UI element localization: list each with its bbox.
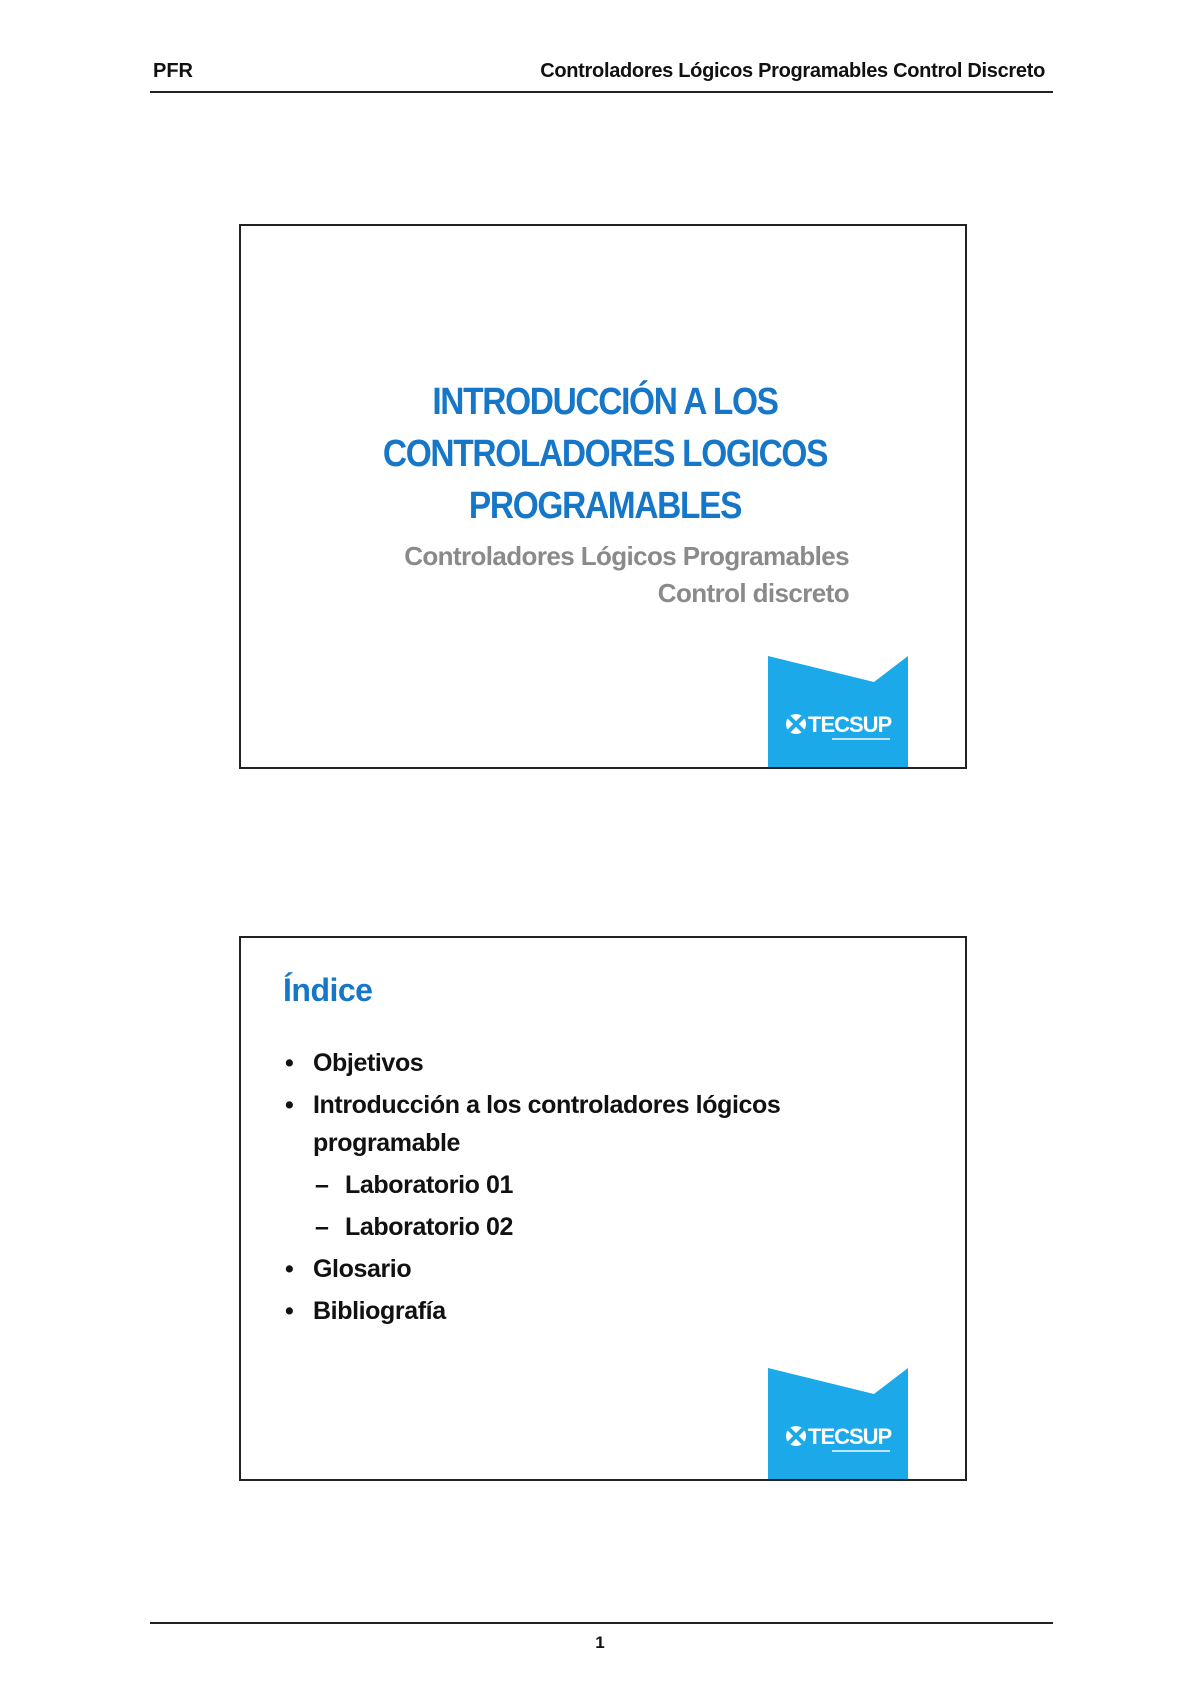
dash-icon: – xyxy=(315,1171,329,1199)
page-number: 1 xyxy=(595,1633,605,1652)
list-item-text: Bibliografía xyxy=(313,1297,446,1325)
list-item xyxy=(283,1292,903,1330)
bullet-icon: • xyxy=(285,1049,294,1077)
list-item-text: Glosario xyxy=(313,1255,412,1283)
title-line: CONTROLADORES LOGICOS xyxy=(382,433,828,475)
dash-icon: – xyxy=(315,1213,329,1241)
header-left-label: PFR xyxy=(153,60,193,82)
header-document-title: Controladores Lógicos Programables Control Discreto xyxy=(540,60,1045,82)
title-line: INTRODUCCIÓN A LOS xyxy=(432,381,778,423)
slide-title-heading xyxy=(285,376,926,532)
bullet-icon: • xyxy=(285,1091,294,1119)
subtitle-line: Control discreto xyxy=(657,578,849,608)
list-item xyxy=(283,1250,903,1288)
bullet-icon: • xyxy=(285,1297,294,1325)
slide-title-subtitle xyxy=(404,538,849,612)
title-line: PROGRAMABLES xyxy=(468,485,742,527)
footer-rule xyxy=(150,1622,1053,1624)
list-item-text: Objetivos xyxy=(313,1049,424,1077)
header-rule xyxy=(150,91,1053,93)
tecsup-logo xyxy=(768,656,908,769)
tecsup-logo xyxy=(768,1368,908,1481)
list-subitem xyxy=(283,1166,903,1204)
index-list xyxy=(283,1044,903,1334)
list-item-text: Introducción a los controladores lógicos programable xyxy=(313,1091,781,1157)
list-item xyxy=(283,1044,903,1082)
list-item xyxy=(283,1086,903,1162)
subtitle-line: Controladores Lógicos Programables xyxy=(404,541,849,571)
slide-title xyxy=(239,224,967,769)
bullet-icon: • xyxy=(285,1255,294,1283)
logo-wordmark: TECSUP xyxy=(808,712,892,737)
logo-wordmark: TECSUP xyxy=(808,1424,892,1449)
list-item-text: Laboratorio 01 xyxy=(345,1171,514,1199)
list-item-text: Laboratorio 02 xyxy=(345,1213,514,1241)
index-heading: Índice xyxy=(283,972,373,1008)
slide-index xyxy=(239,936,967,1481)
list-subitem xyxy=(283,1208,903,1246)
